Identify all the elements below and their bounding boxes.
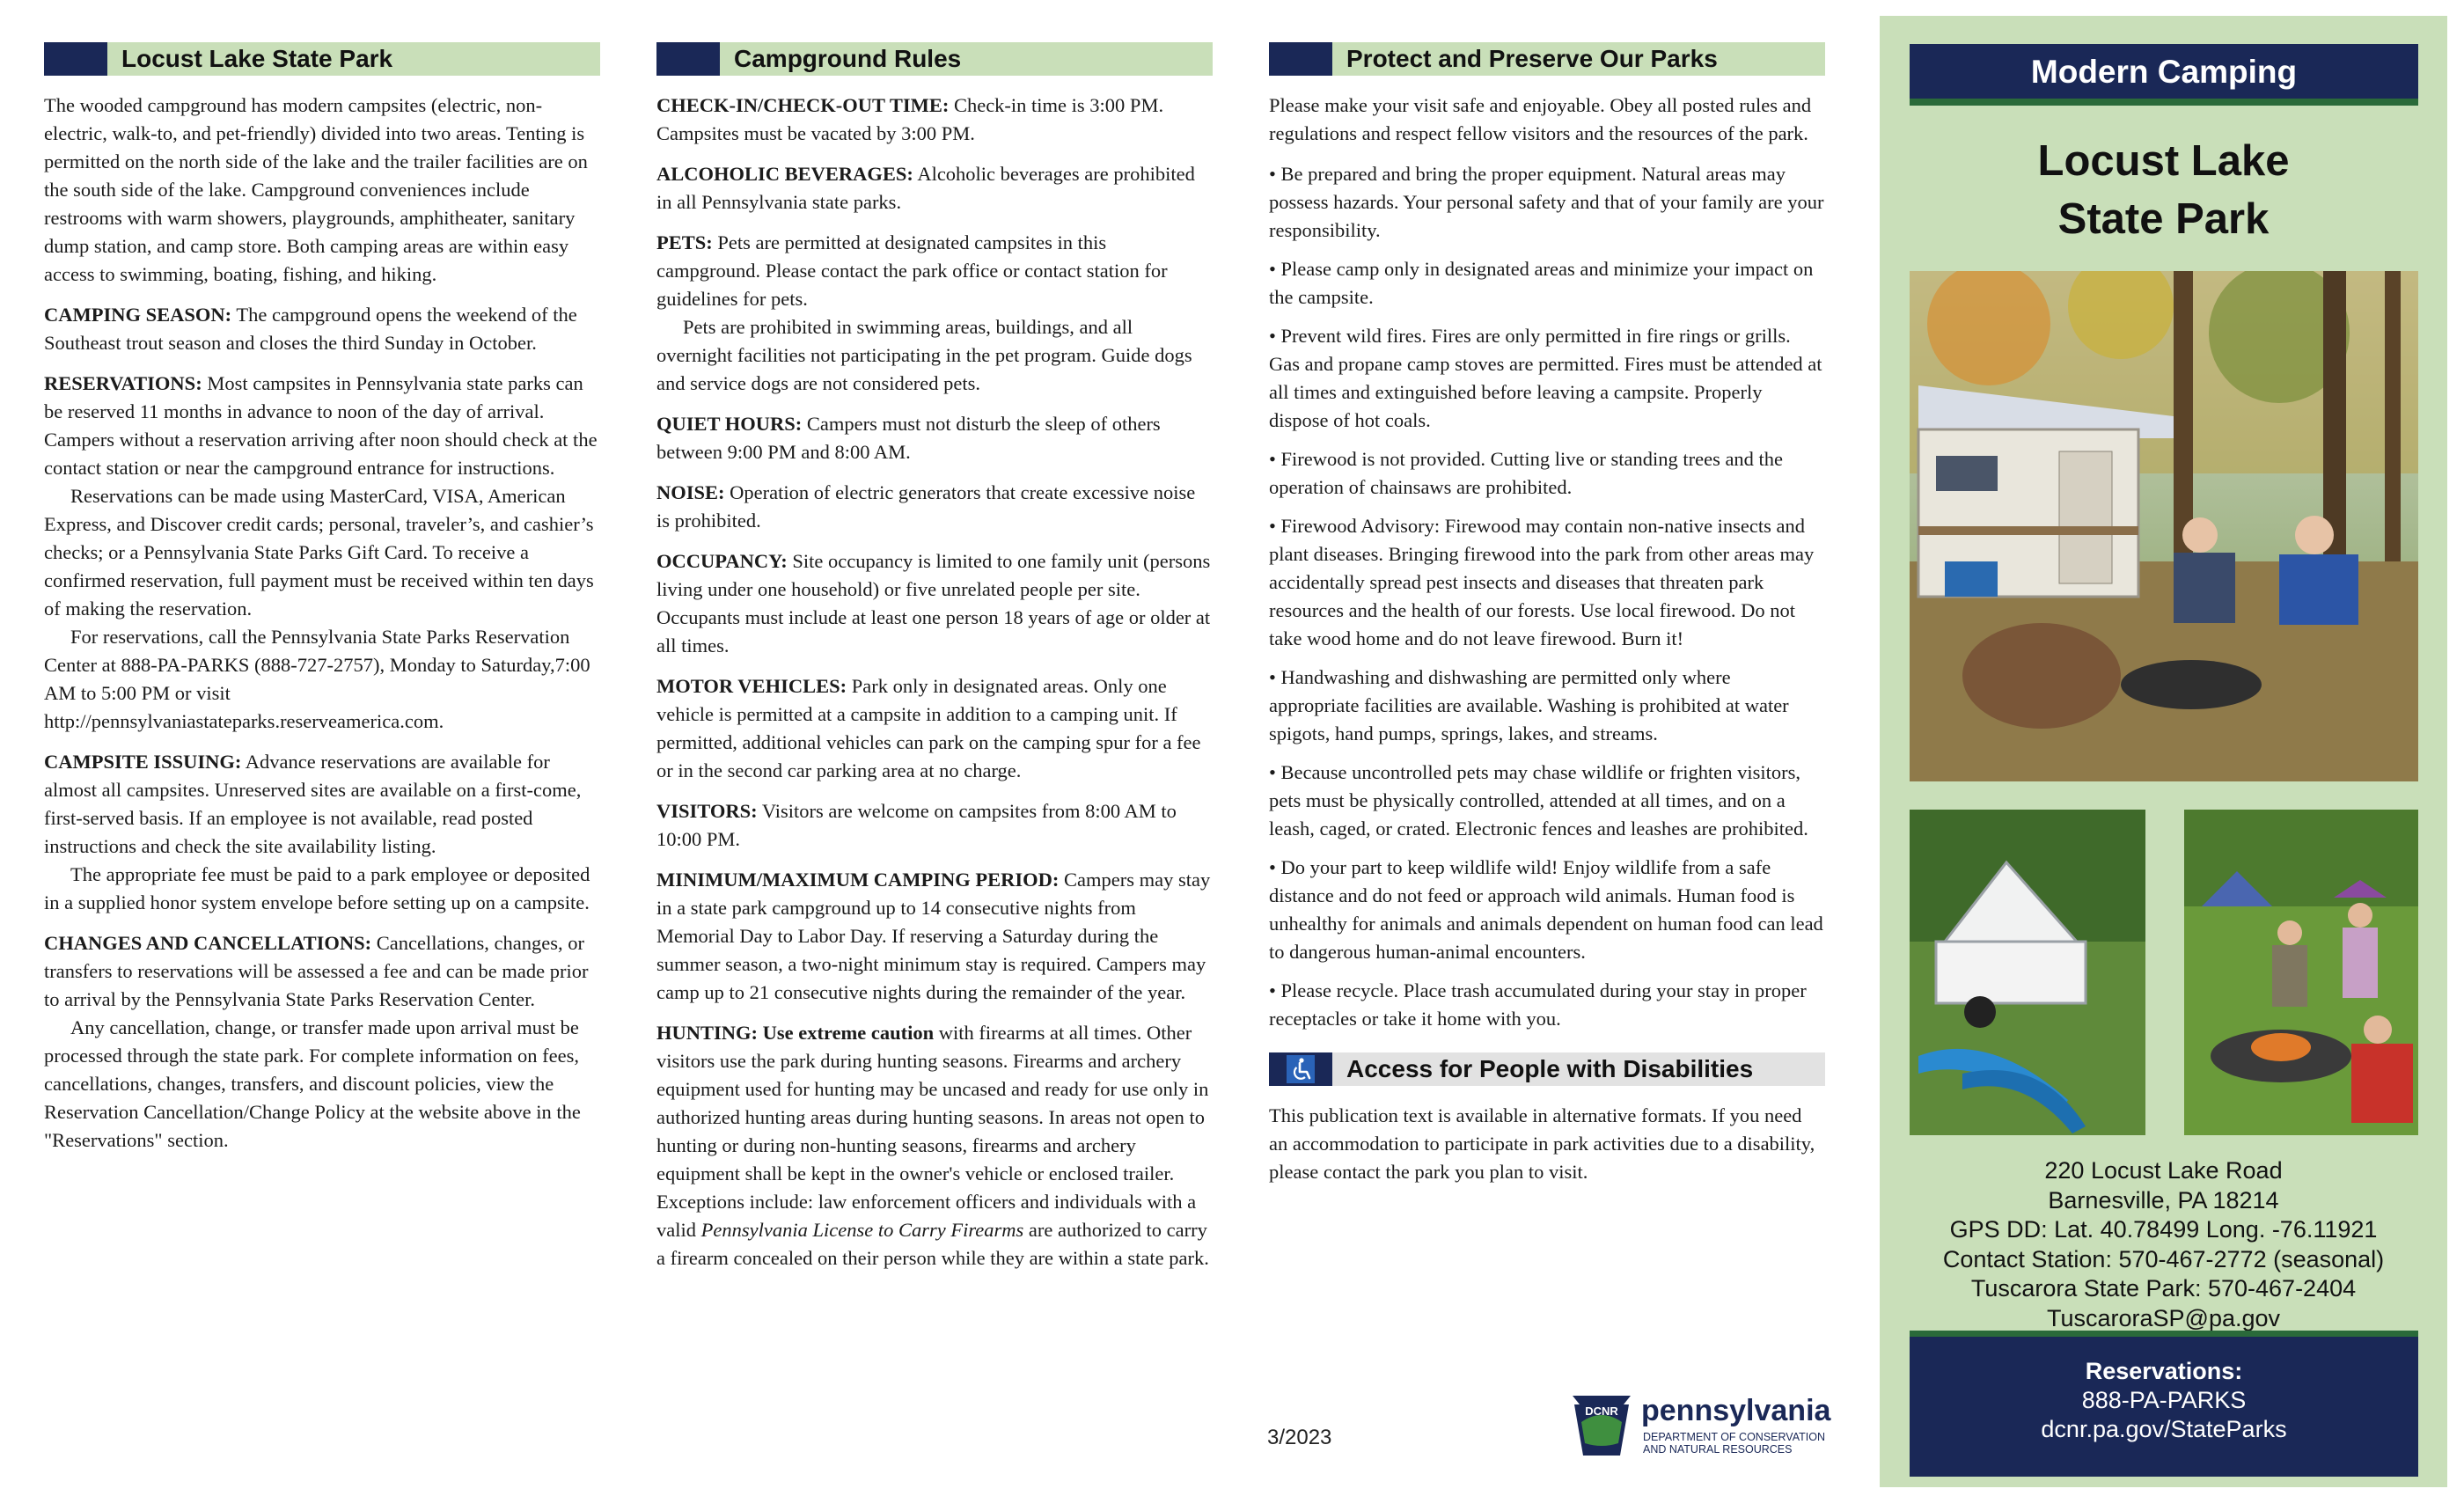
protect-intro-paragraph: Please make your visit safe and enjoyable. Obey all posted rules and regulations and respect fellow visitors and the resources of the park.: [1269, 94, 1812, 144]
pets-prohibited-paragraph: Pets are prohibited in swimming areas, buildings, and all overnight facilities not participating in the pet program. Guide dogs and service dogs are not considered pets.: [656, 316, 1192, 394]
bullet-item: • Firewood Advisory: Firewood may contain non-native insects and plant diseases. Bringing firewood into the park from other areas may accidentally spread pest insects and diseases that threaten park resources and the health of our forests. Use local firewood. Do not take wood home and do not leave firewood. Burn it!: [1269, 515, 1815, 649]
bullet-item: • Handwashing and dishwashing are permitted only where appropriate facilities are available. Washing is prohibited at water spigots, hand pumps, springs, lakes, and streams.: [1269, 666, 1789, 744]
fee-paragraph: The appropriate fee must be paid to a park employee or deposited in a supplied honor system envelope before setting up on a campsite.: [44, 863, 590, 913]
reservations-paragraph: RESERVATIONS: Most campsites in Pennsylvania state parks can be reserved 11 months in advance to noon of the day of arrival. Campers without a reservation arriving after noon should check at the contact station or near the campground entrance for instructions.: [44, 372, 598, 479]
keystone-logo-icon: [1571, 1392, 1632, 1459]
contact-address: [1880, 1156, 2447, 1333]
column-protect-parks: [1269, 42, 1825, 1199]
gps-line: GPS DD: Lat. 40.78499 Long. -76.11921: [1949, 1216, 2378, 1243]
noise-paragraph: NOISE: Operation of electric generators that create excessive noise is prohibited.: [656, 481, 1196, 532]
section-title: Protect and Preserve Our Parks: [1346, 45, 1718, 72]
access-title: Access for People with Disabilities: [1346, 1055, 1754, 1082]
campsite-photo: [1910, 271, 2418, 781]
address-line: Barnesville, PA 18214: [2048, 1186, 2279, 1214]
pets-paragraph: PETS: Pets are permitted at designated campsites in this campground. Please contact the park office or contact station for guidelines for pets.: [656, 231, 1168, 310]
header-block: [44, 42, 107, 76]
bullet-item: • Because uncontrolled pets may chase wildlife or frighten visitors, pets must be physically controlled, attended at all times, and on a leash, caged, or crated. Electronic fences and leashes are prohibited.: [1269, 761, 1808, 840]
reservations-box: [1910, 1331, 2418, 1477]
motor-vehicles-paragraph: MOTOR VEHICLES: Park only in designated areas. Only one vehicle is permitted at a campsite in addition to a camping unit. If permitted, additional vehicles can park on the camping spur for a fee or in the second car parking area at no charge.: [656, 675, 1201, 781]
camping-season-paragraph: CAMPING SEASON: The campground opens the weekend of the Southeast trout season and closes the third Sunday in October.: [44, 304, 577, 354]
cover-panel: [1880, 16, 2447, 1487]
camping-period-paragraph: MINIMUM/MAXIMUM CAMPING PERIOD: Campers may stay in a state park campground up to 14 consecutive nights from Memorial Day to Labor Day. If reserving a Saturday during the summer season, a two-night minimum stay is required. Campers may camp up to 21 consecutive nights during the remainder of the year.: [656, 869, 1211, 1003]
logo-wordmark: pennsylvania: [1641, 1394, 1831, 1427]
contact-station-line: Contact Station: 570-467-2772 (seasonal): [1942, 1245, 2385, 1272]
reservations-stripe: [1910, 1331, 2418, 1337]
alcohol-paragraph: ALCOHOLIC BEVERAGES: Alcoholic beverages are prohibited in all Pennsylvania state parks.: [656, 163, 1195, 213]
bullet-item: • Please camp only in designated areas and minimize your impact on the campsite.: [1269, 258, 1814, 308]
campsite-issuing-paragraph: CAMPSITE ISSUING: Advance reservations are available for almost all campsites. Unreserved sites are available on a first-come, first-served basis. If an employee is not available, read posted instructions and check the site availability listing.: [44, 751, 582, 857]
section-title: Locust Lake State Park: [121, 45, 393, 72]
email-line: TuscaroraSP@pa.gov: [2046, 1304, 2281, 1331]
bullet-item: • Do your part to keep wildlife wild! Enjoy wildlife from a safe distance and do not feed or approach wild animals. Human food is unhealthy for animals and animals dependent on human food can lead to dangerous human-animal encounters.: [1269, 856, 1823, 963]
reservations-phone: 888-PA-PARKS: [2081, 1387, 2247, 1413]
bullet-item: • Please recycle. Place trash accumulated during your stay in proper receptacles or take it home with you.: [1269, 979, 1807, 1030]
visitors-paragraph: VISITORS: Visitors are welcome on campsites from 8:00 AM to 10:00 PM.: [656, 800, 1177, 850]
reservations-title: Reservations:: [2085, 1358, 2243, 1384]
reservations-contact-paragraph: For reservations, call the Pennsylvania State Parks Reservation Center at 888-PA-PARKS (888-727-2757), Monday to Saturday,7:00 AM to 5:00 PM or visit http://pennsylvaniastateparks.reserveamerica.com.: [44, 626, 590, 732]
header-block: [1269, 42, 1332, 76]
checkin-paragraph: CHECK-IN/CHECK-OUT TIME: Check-in time is 3:00 PM. Campsites must be vacated by 3:00 PM.: [656, 94, 1164, 144]
dcnr-logo: [1571, 1392, 1831, 1461]
access-paragraph: This publication text is available in alternative formats. If you need an accommodation to participate in park activities due to a disability, please contact the park you plan to visit.: [1269, 1104, 1815, 1183]
column-locust-lake: [44, 42, 600, 1167]
bullet-item: • Be prepared and bring the proper equipment. Natural areas may possess hazards. Your personal safety and that of your family are your responsibility.: [1269, 163, 1824, 241]
access-header: [1269, 1052, 1825, 1086]
camper-kayak-photo: [1910, 810, 2145, 1135]
section-header: [44, 42, 600, 76]
changes-paragraph: CHANGES AND CANCELLATIONS: Cancellations, changes, or transfers to reservations will be assessed a fee and can be made prior to arrival by the Pennsylvania State Parks Reservation Center.: [44, 932, 589, 1010]
changes-policy-paragraph: Any cancellation, change, or transfer made upon arrival must be processed through the state park. For complete information on fees, cancellations, changes, transfers, and discount policies, view the Reservation Cancellation/Change Policy at the website above in the "Reservations" section.: [44, 1016, 581, 1151]
section-title: Campground Rules: [734, 45, 962, 72]
section-header: [1269, 42, 1825, 76]
modern-camping-banner: Modern Camping: [1910, 44, 2418, 106]
logo-badge-text: DCNR: [1585, 1404, 1618, 1418]
header-block: [656, 42, 720, 76]
bullet-item: • Prevent wild fires. Fires are only permitted in fire rings or grills. Gas and propane camp stoves are permitted. Fires must be attended at all times and extinguished before leaving a campsite. Properly dispose of hot coals.: [1269, 325, 1822, 431]
tuscarora-line: Tuscarora State Park: 570-467-2404: [1970, 1275, 2357, 1302]
intro-paragraph: The wooded campground has modern campsites (electric, non-electric, walk-to, and pet-friendly) divided into two areas. Tenting is permitted on the north side of the lake and the trailer facilities are on the south side of the lake. Campground conveniences include restrooms with warm showers, playgrounds, amphitheater, sanitary dump station, and camp store. Both camping areas are within easy access to swimming, boating, fishing, and hiking.: [44, 94, 588, 285]
wheelchair-icon: [1269, 1052, 1332, 1086]
reservations-url[interactable]: dcnr.pa.gov/StateParks: [2041, 1416, 2287, 1442]
bullet-item: • Firewood is not provided. Cutting live or standing trees and the operation of chainsaws are prohibited.: [1269, 448, 1784, 498]
occupancy-paragraph: OCCUPANCY: Site occupancy is limited to one family unit (persons living under one household) or five unrelated people per site. Occupants must include at least one person 18 years of age or older at all times.: [656, 550, 1211, 656]
hunting-paragraph: HUNTING: Use extreme caution with firearms at all times. Other visitors use the park during hunting seasons. Firearms and archery equipment used for hunting may be uncased and ready for use only in authorized hunting areas during hunting seasons. In areas not open to hunting or during non-hunting seasons, firearms and archery equipment shall be kept in the owner's vehicle or enclosed trailer. Exceptions include: law enforcement officers and individuals with a valid Pennsylvania License to Carry Firearms are authorized to carry a firearm concealed on their person while they are within a state park.: [656, 1022, 1209, 1269]
reservations-payment-paragraph: Reservations can be made using MasterCard, VISA, American Express, and Discover credit cards; personal, traveler’s, and cashier’s checks; or a Pennsylvania State Parks Gift Card. To receive a confirmed reservation, full payment must be received within ten days of making the reservation.: [44, 485, 594, 620]
family-campfire-photo: [2184, 810, 2418, 1135]
column-campground-rules: [656, 42, 1213, 1285]
banner-stripe: [1910, 99, 2418, 106]
section-header: [656, 42, 1213, 76]
quiet-hours-paragraph: QUIET HOURS: Campers must not disturb the sleep of others between 9:00 PM and 8:00 AM.: [656, 413, 1161, 463]
address-line: 220 Locust Lake Road: [2044, 1157, 2283, 1184]
publication-date: 3/2023: [1267, 1426, 1332, 1449]
logo-department: DEPARTMENT OF CONSERVATION AND NATURAL RESOURCES: [1643, 1431, 1825, 1456]
park-name: Locust Lake State Park: [2037, 137, 2290, 243]
